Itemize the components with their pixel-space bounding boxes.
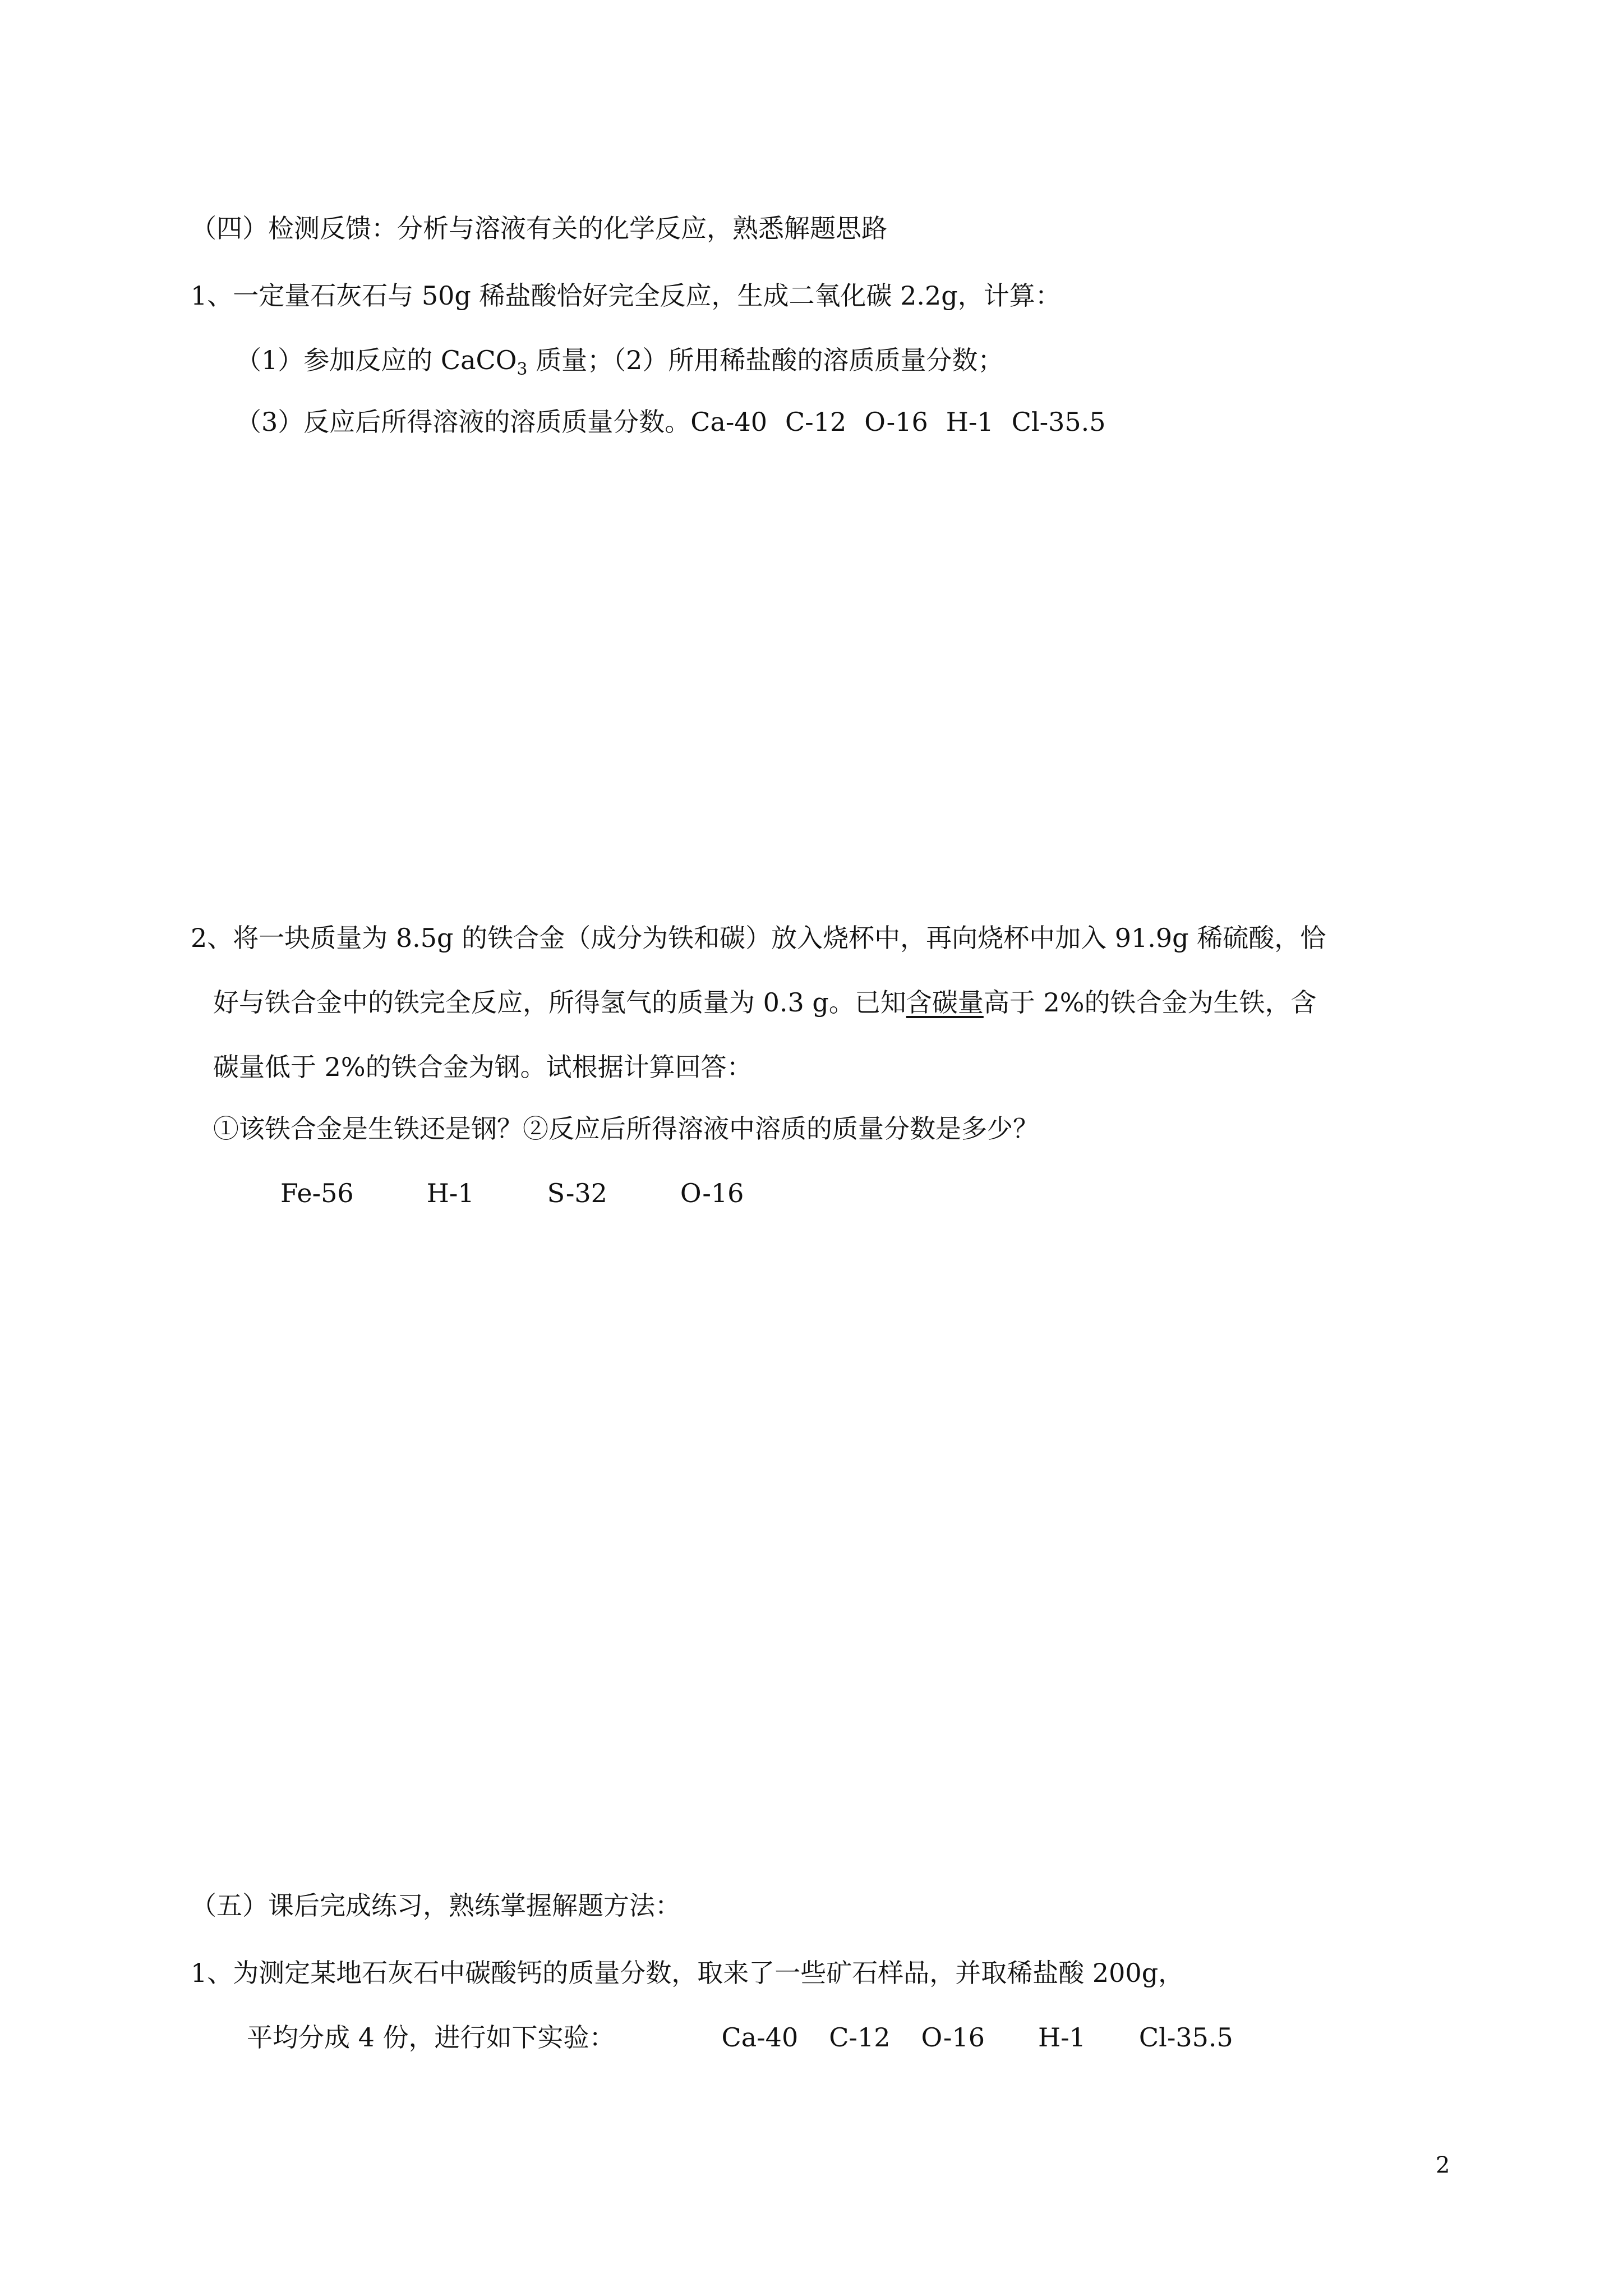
q1-mass-c: C-12 — [785, 407, 847, 437]
q5-1-mass-cl: Cl-35.5 — [1138, 2022, 1233, 2053]
section4-heading: （四）检测反馈：分析与溶液有关的化学反应，熟悉解题思路 — [191, 213, 887, 243]
q2-mass-fe: Fe-56 — [280, 1178, 354, 1208]
page-number: 2 — [1436, 2152, 1450, 2178]
q2-line3: 碳量低于 2%的铁合金为钢。试根据计算回答： — [213, 1052, 753, 1082]
q1-line2-post: 质量；（2）所用稀盐酸的溶质质量分数； — [527, 345, 1004, 375]
section5-heading: （五）课后完成练习，熟练掌握解题方法： — [191, 1890, 681, 1921]
q1-line3 — [236, 405, 1106, 439]
q1-line1: 1、一定量石灰石与 50g 稀盐酸恰好完全反应，生成二氧化碳 2.2g，计算： — [191, 280, 1061, 311]
q2-line2-pre: 好与铁合金中的铁完全反应，所得氢气的质量为 0.3 g。已知 — [213, 987, 906, 1018]
q5-1-line1: 1、为测定某地石灰石中碳酸钙的质量分数，取来了一些矿石样品，并取稀盐酸 200g， — [191, 1958, 1184, 1988]
q1-line2-subscript: 3 — [517, 360, 528, 379]
q2-line4: ①该铁合金是生铁还是钢？②反应后所得溶液中溶质的质量分数是多少？ — [213, 1114, 1039, 1144]
q2-masses — [280, 1176, 744, 1210]
q2-carbon-content-underlined: 含碳量 — [906, 987, 984, 1018]
q5-1-mass-c: C-12 — [829, 2022, 891, 2053]
q5-1-line2 — [247, 2021, 1233, 2054]
q2-line1: 2、将一块质量为 8.5g 的铁合金（成分为铁和碳）放入烧杯中，再向烧杯中加入 91.9g 稀硫酸，恰 — [191, 923, 1326, 953]
q1-line2 — [236, 343, 1003, 386]
q1-mass-cl: Cl-35.5 — [1011, 407, 1106, 437]
q1-mass-o: O-16 — [864, 407, 928, 437]
q5-1-mass-o: O-16 — [921, 2022, 985, 2053]
q5-1-line2-text: 平均分成 4 份，进行如下实验： — [247, 2022, 615, 2053]
q5-1-mass-ca: Ca-40 — [721, 2022, 799, 2053]
q1-mass-h: H-1 — [946, 407, 994, 437]
q2-line2-post: 高于 2%的铁合金为生铁，含 — [983, 987, 1317, 1018]
q1-line2-pre: （1）参加反应的 CaCO — [236, 345, 517, 375]
q2-mass-h: H-1 — [426, 1178, 474, 1208]
q2-line2 — [213, 986, 1316, 1019]
q2-mass-o: O-16 — [680, 1178, 744, 1208]
q5-1-mass-h: H-1 — [1038, 2022, 1086, 2053]
q1-line3-text: （3）反应后所得溶液的溶质质量分数。 — [236, 407, 691, 437]
q1-mass-ca: Ca-40 — [690, 407, 767, 437]
q2-mass-s: S-32 — [547, 1178, 607, 1208]
